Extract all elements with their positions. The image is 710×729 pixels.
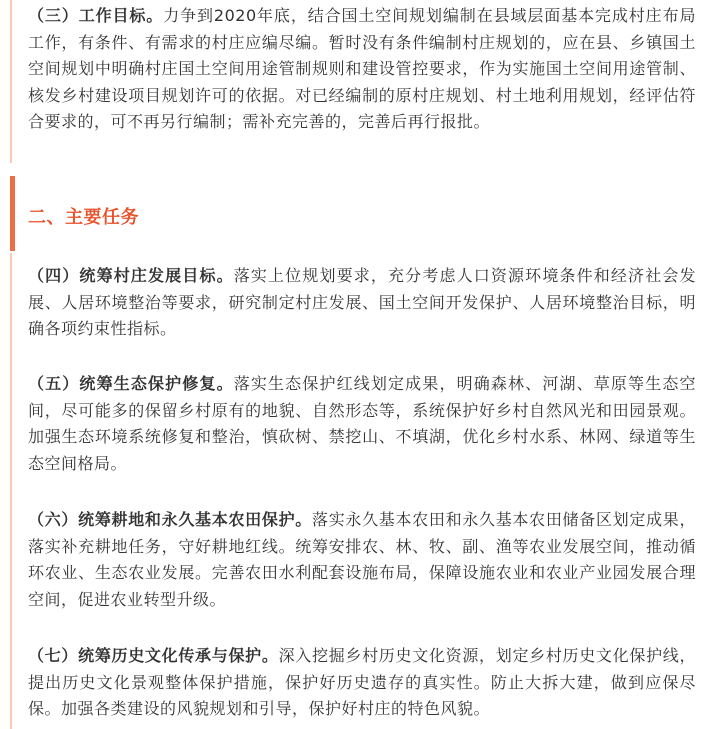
task-text: 落实永久基本农田和永久基本农田储备区划定成果，落实补充耕地任务，守好耕地红线。统筹安排农、林、牧、副、渔等农业发展空间，推动循环农业、生态农业发展。完善农田水利配套设施布局，保障设施农业和农业产业园发展合理空间，促进农业转型升级。 (28, 510, 696, 609)
task-lead: （五）统筹生态保护修复。 (28, 374, 234, 393)
task-lead: （六）统筹耕地和永久基本农田保护。 (28, 510, 312, 529)
section-heading: 二、主要任务 (28, 207, 139, 228)
task-paragraph (28, 263, 696, 343)
task-lead: （四）统筹村庄发展目标。 (28, 266, 234, 285)
heading-accent-bar (10, 176, 15, 251)
section-lead: （三）工作目标。 (28, 6, 164, 25)
task-text: 深入挖掘乡村历史文化资源，划定乡村历史文化保护线，提出历史文化景观整体保护措施，保护好历史遗存的真实性。防止大拆大建，做到应保尽保。加强各类建设的风貌规划和引导，保护好村庄的特色风貌。 (28, 646, 696, 718)
task-paragraph (28, 643, 696, 723)
task-paragraph (28, 371, 696, 477)
task-paragraph (28, 507, 696, 613)
task-text: 落实上位规划要求，充分考虑人口资源环境条件和经济社会发展、人居环境整治等要求，研究制定村庄发展、国土空间开发保护、人居环境整治目标，明确各项约束性指标。 (28, 266, 696, 338)
section-paragraph (28, 3, 696, 136)
section-text: 力争到2020年底，结合国土空间规划编制在县域层面基本完成村庄布局工作，有条件、有需求的村庄应编尽编。暂时没有条件编制村庄规划的，应在县、乡镇国土空间规划中明确村庄国土空间用途管制规则和建设管控要求，作为实施国土空间用途管制、核发乡村建设项目规划许可的依据。对已经编制的原村庄规划、村土地利用规划，经评估符合要求的，可不再另行编制；需补充完善的，完善后再行报批。 (28, 6, 696, 131)
task-text: 落实生态保护红线划定成果，明确森林、河湖、草原等生态空间，尽可能多的保留乡村原有的地貌、自然形态等，系统保护好乡村自然风光和田园景观。加强生态环境系统修复和整治，慎砍树、禁挖山、不填湖，优化乡村水系、林网、绿道等生态空间格局。 (28, 374, 696, 473)
quote-bar (10, 0, 12, 163)
quote-bar (10, 253, 12, 729)
task-lead: （七）统筹历史文化传承与保护。 (28, 646, 279, 665)
